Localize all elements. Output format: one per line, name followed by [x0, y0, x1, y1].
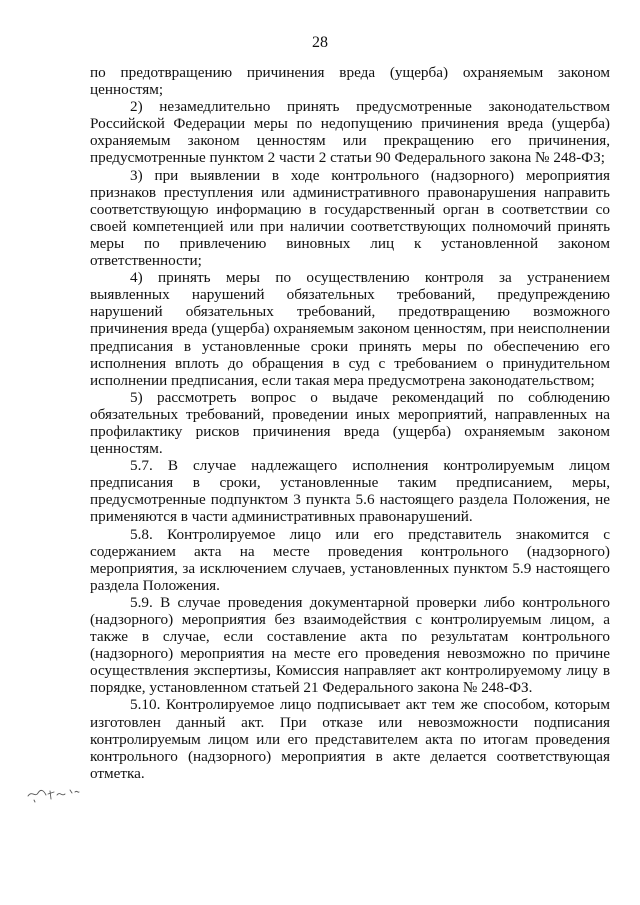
paragraph-5-8: 5.8. Контролируемое лицо или его представитель знакомится с содержанием акта на месте проведения контрольного (надзорного) мероприятия, за исключением случаев, установленных пунктом 5.9 настоящего раздела Положения. [90, 525, 610, 594]
margin-scribble [26, 782, 82, 804]
paragraph-item-4: 4) принять меры по осуществлению контроля за устранением выявленных нарушений обязательных требований, предупреждению нарушений обязательных требований, предотвращению возможного причинения вреда (ущерба) охраняемым законом ценностям, при неисполнении предписания в установленные сроки принять меры по обеспечению его исполнения вплоть до обращения в суд с требованием о принудительном исполнении предписания, если такая мера предусмотрена законодательством; [90, 269, 610, 389]
document-body [90, 64, 610, 782]
paragraph-item-5: 5) рассмотреть вопрос о выдаче рекомендаций по соблюдению обязательных требований, проведении иных мероприятий, направленных на профилактику рисков причинения вреда (ущерба) охраняемым законом ценностям. [90, 388, 610, 458]
paragraph-item-2: 2) незамедлительно принять предусмотренные законодательством Российской Федерации меры по недопущению причинения вреда (ущерба) охраняемым законом ценностям или прекращению его причинения, предусмотренные пунктом 2 части 2 статьи 90 Федерального закона № 248-ФЗ; [90, 98, 610, 167]
paragraph-5-7: 5.7. В случае надлежащего исполнения контролируемым лицом предписания в сроки, установленные таким предписанием, меры, предусмотренные подпунктом 3 пункта 5.6 настоящего раздела Положения, не применяются в части административных правонарушений. [90, 457, 610, 526]
paragraph-item-3: 3) при выявлении в ходе контрольного (надзорного) мероприятия признаков преступления или административного правонарушения направить соответствующую информацию в государственный орган в соответствии со своей компетенцией или при наличии соответствующих полномочий принять меры по привлечению виновных лиц к установленной законом ответственности; [90, 166, 610, 270]
page-number: 28 [312, 34, 328, 51]
paragraph-5-10: 5.10. Контролируемое лицо подписывает акт тем же способом, которым изготовлен данный акт. При отказе или невозможности подписания контролируемым лицом или его представителем акта по итогам проведения контрольного (надзорного) мероприятия в акте делается соответствующая отметка. [90, 696, 610, 782]
paragraph-continuation: по предотвращению причинения вреда (ущерба) охраняемым законом ценностям; [90, 64, 610, 99]
paragraph-5-9: 5.9. В случае проведения документарной проверки либо контрольного (надзорного) мероприятия без взаимодействия с контролируемым лицом, а также в случае, если составление акта по результатам контрольного (надзорного) мероприятия на месте его проведения невозможно по причине осуществления экспертизы, Комиссия направляет акт контролируемому лицу в порядке, установленном статьей 21 Федерального закона № 248-ФЗ. [90, 593, 610, 697]
